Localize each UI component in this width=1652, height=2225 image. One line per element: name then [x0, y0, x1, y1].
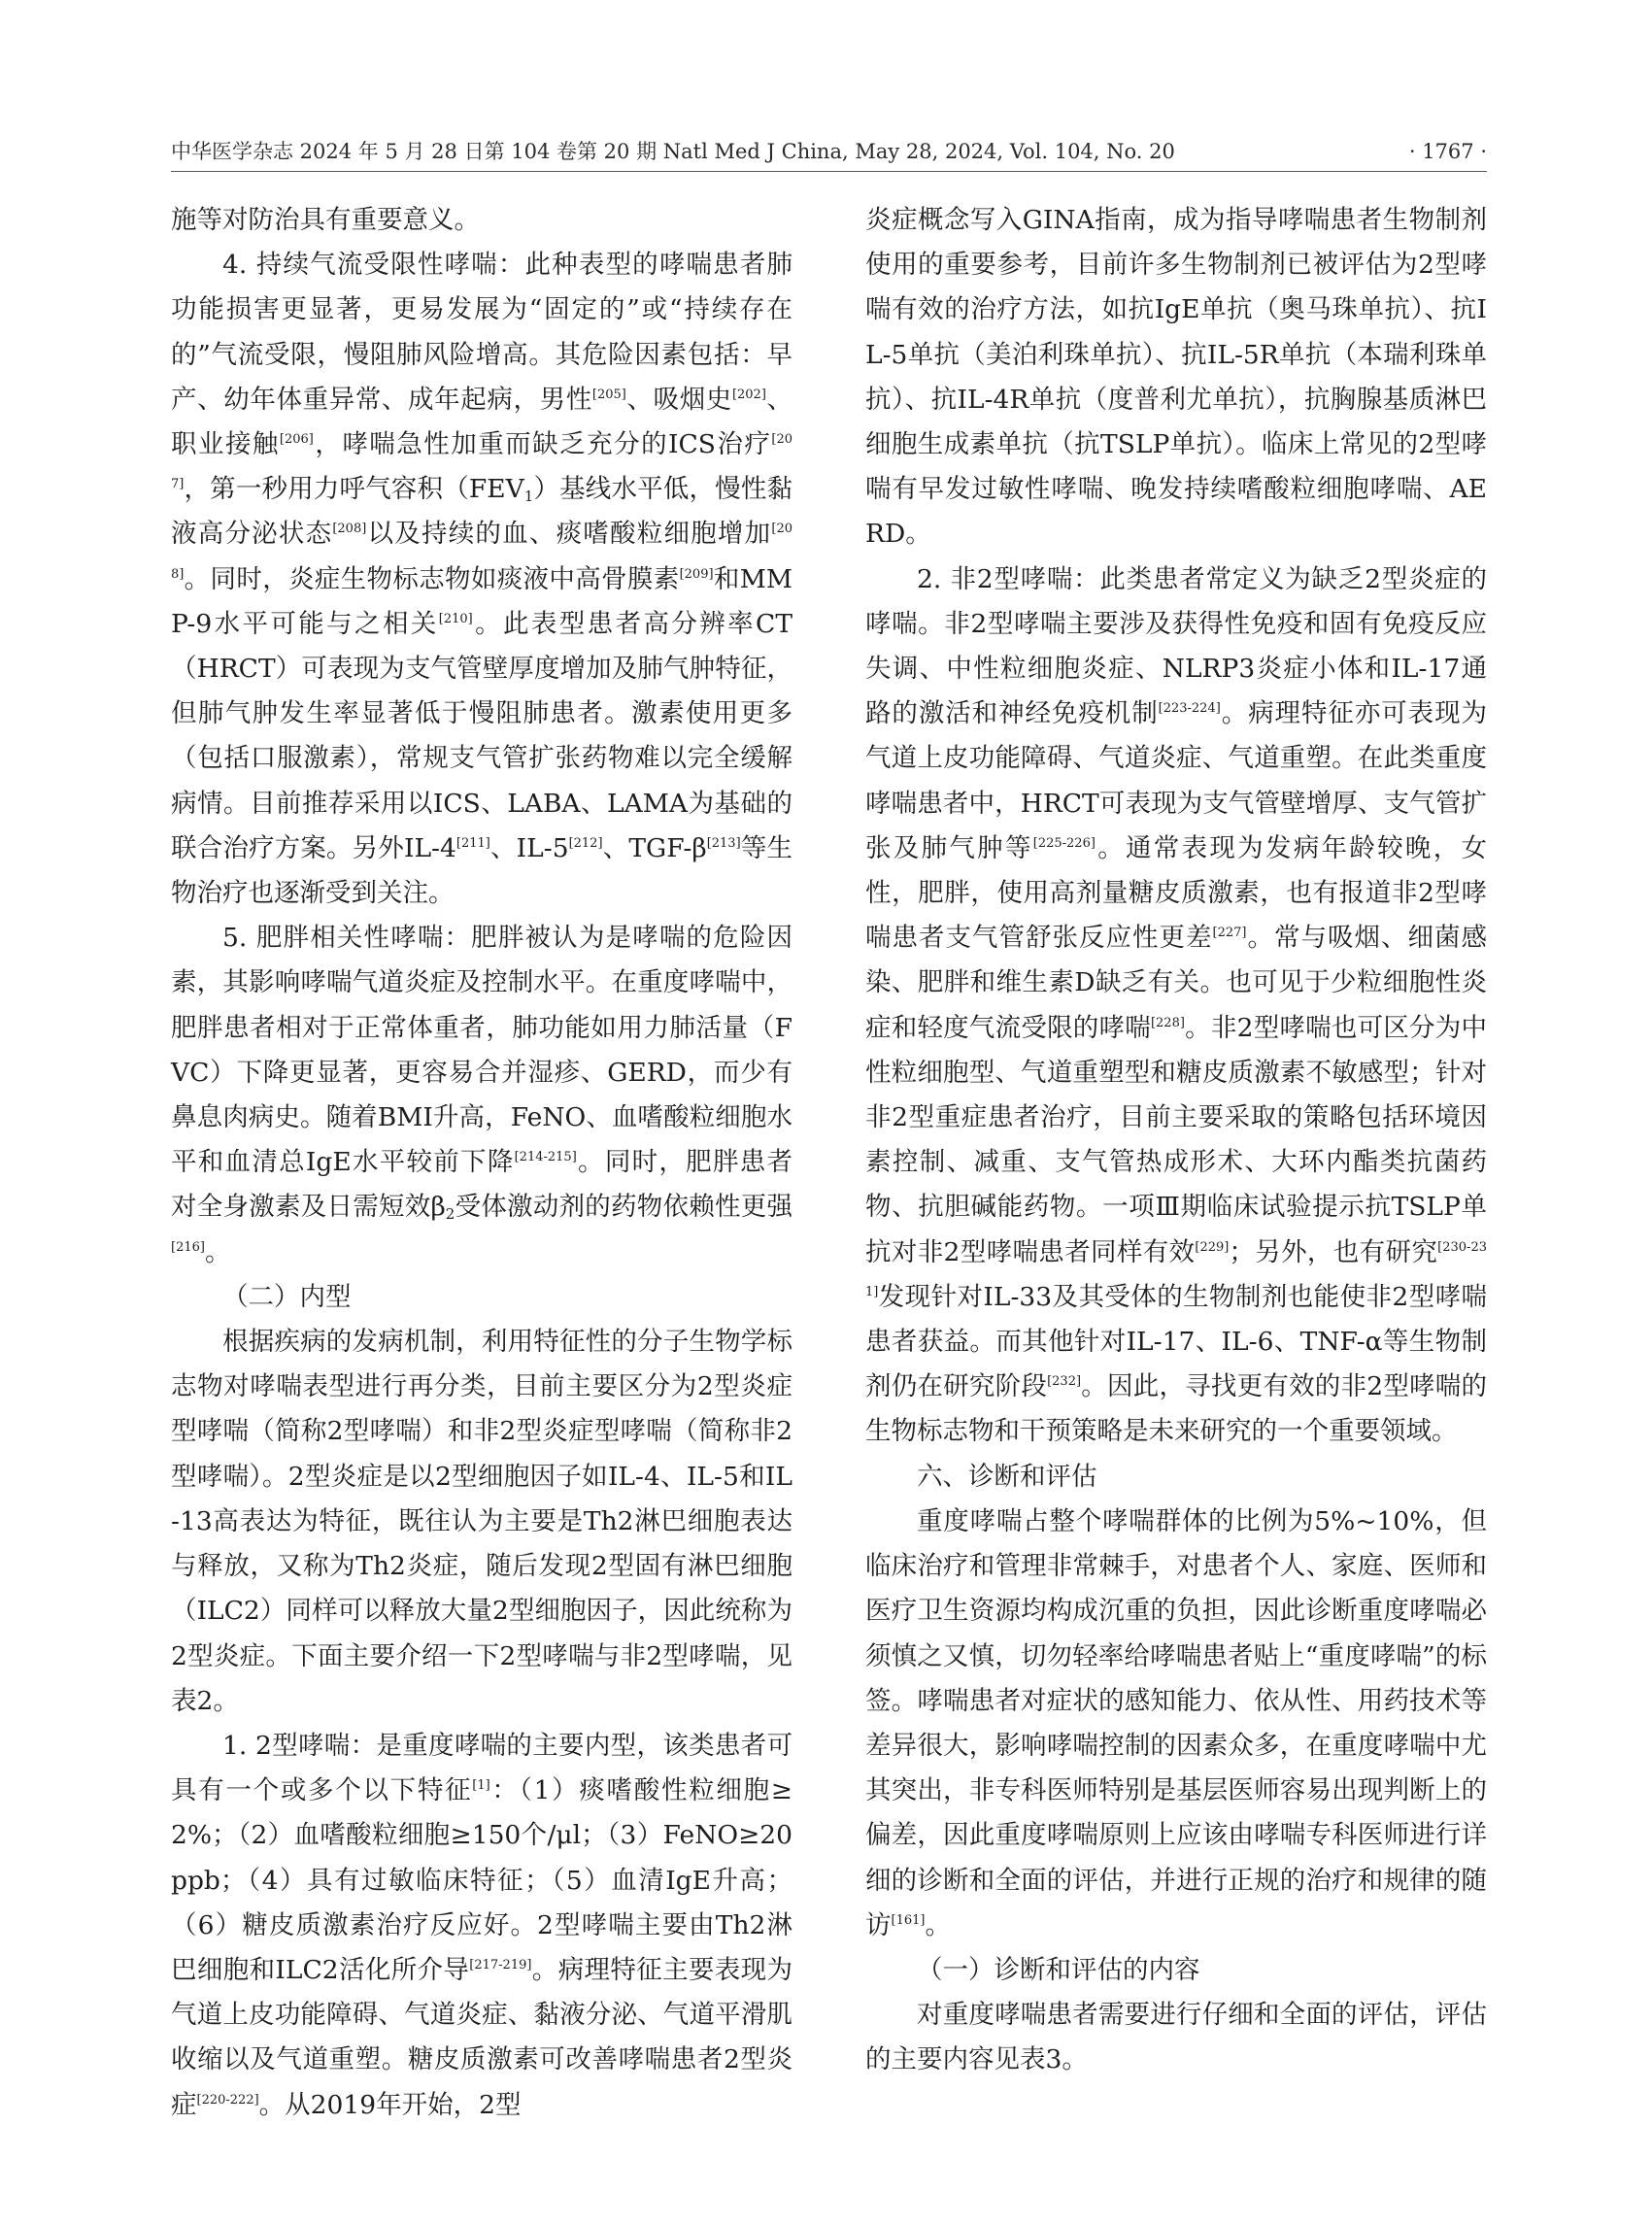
citation: [202]	[731, 387, 766, 402]
citation: [216]	[171, 1239, 205, 1255]
citation: [229]	[1195, 1239, 1230, 1255]
citation: [208]	[332, 522, 367, 537]
running-header	[171, 132, 1487, 171]
subsection-heading-assessment-content: （一）诊断和评估的内容	[917, 1954, 1200, 1985]
paragraph-continuation: 施等对防治具有重要意义。	[171, 205, 480, 235]
paragraph-type2-asthma: 1. 2型哮喘：是重度哮喘的主要内型，该类患者可具有一个或多个以下特征[1]：（1）痰嗜酸性粒细胞≥2%；（2）血嗜酸粒细胞≥150个/μl；（3）FeNO≥20 ppb；（4）具有过敏临床特征；（5）血清IgE升高；（6）糖皮质激素治疗反应好。2型哮喘主要由Th2淋巴细胞和ILC2活化所介导[217-219]。病理特征主要表现为气道上皮功能障碍、气道炎症、黏液分泌、气道平滑肌收缩以及气道重塑。糖皮质激素可改善哮喘患者2型炎症[220-222]。从2019年开始，2型	[171, 1730, 792, 2120]
citation: [210]	[438, 611, 473, 626]
citation: [213]	[706, 835, 741, 851]
citation: [220-222]	[196, 2092, 259, 2107]
citation: [228]	[1150, 1015, 1185, 1030]
section-heading-diagnosis: 六、诊断和评估	[917, 1461, 1097, 1492]
citation: [214-215]	[514, 1150, 577, 1165]
paragraph-continuation-type2: 炎症概念写入GINA指南，成为指导哮喘患者生物制剂使用的重要参考，目前许多生物制剂已被评估为2型哮喘有效的治疗方法，如抗IgE单抗（奥马珠单抗）、抗IL-5单抗（美泊利珠单抗）、抗IL-5R单抗（本瑞利珠单抗）、抗IL-4R单抗（度普利尤单抗），抗胸腺基质淋巴细胞生成素单抗（抗TSLP单抗）。临床上常见的2型哮喘有早发过敏性哮喘、晚发持续嗜酸粒细胞哮喘、AERD。	[865, 205, 1487, 550]
citation: [230-231]	[865, 1239, 1487, 1299]
citation: [1]	[472, 1778, 490, 1794]
paragraph-endotype-intro: 根据疾病的发病机制，利用特征性的分子生物学标志物对哮喘表型进行再分类，目前主要区分为2型炎症型哮喘（简称2型哮喘）和非2型炎症型哮喘（简称非2型哮喘）。2型炎症是以2型细胞因子如IL-4、IL-5和IL-13高表达为特征，既往认为主要是Th2淋巴细胞表达与释放，又称为Th2炎症，随后发现2型固有淋巴细胞（ILC2）同样可以释放大量2型细胞因子，因此统称为2型炎症。下面主要介绍一下2型哮喘与非2型哮喘，见表2。	[171, 1327, 792, 1716]
paragraph-assessment: 对重度哮喘患者需要进行仔细和全面的评估，评估的主要内容见表3。	[865, 2000, 1487, 2075]
paragraph-obesity-asthma: 5. 肥胖相关性哮喘：肥胖被认为是哮喘的危险因素，其影响哮喘气道炎症及控制水平。在重度哮喘中，肥胖患者相对于正常体重者，肺功能如用力肺活量（FVC）下降更显著，更容易合并湿疹、GERD，而少有鼻息肉病史。随着BMI升高，FeNO、血嗜酸粒细胞水平和血清总IgE水平较前下降[214-215]。同时，肥胖患者对全身激素及日需短效$\beta_2$受体激动剂的药物依赖性更强[216]。	[171, 923, 793, 1267]
header-rule	[171, 171, 1487, 172]
section-heading-endotype: （二）内型	[222, 1281, 352, 1312]
citation: [232]	[1047, 1374, 1082, 1390]
citation: [212]	[568, 835, 603, 851]
citation: [223-224]	[1158, 701, 1221, 717]
citation: [211]	[455, 835, 490, 851]
citation: [209]	[679, 566, 714, 582]
citation: [227]	[1212, 926, 1247, 941]
right-column	[865, 198, 1487, 2083]
citation: [206]	[279, 432, 314, 448]
citation: [207]	[171, 432, 792, 492]
citation: [161]	[891, 1912, 926, 1928]
paragraph-diagnosis-intro: 重度哮喘占整个哮喘群体的比例为5%~10%，但临床治疗和管理非常棘手，对患者个人、家庭、医师和医疗卫生资源均构成沉重的负担，因此诊断重度哮喘必须慎之又慎，切勿轻率给哮喘患者贴上“重度哮喘”的标签。哮喘患者对症状的感知能力、依从性、用药技术等差异很大，影响哮喘控制的因素众多，在重度哮喘中尤其突出，非专科医师特别是基层医师容易出现判断上的偏差，因此重度哮喘原则上应该由哮喘专科医师进行详细的诊断和全面的评估，并进行正规的治疗和规律的随访[161]。	[865, 1505, 1487, 1940]
paragraph-non-type2-asthma: 2. 非2型哮喘：此类患者常定义为缺乏2型炎症的哮喘。非2型哮喘主要涉及获得性免疫和固有免疫反应失调、中性粒细胞炎症、NLRP3炎症小体和IL-17通路的激活和神经免疫机制[223-224]。病理特征亦可表现为气道上皮功能障碍、气道炎症、气道重塑。在此类重度哮喘患者中，HRCT可表现为支气管壁增厚、支气管扩张及肺气肿等[225-226]。通常表现为发病年龄较晚，女性，肥胖，使用高剂量糖皮质激素，也有报道非2型哮喘患者支气管舒张反应性更差[227]。常与吸烟、细菌感染、肥胖和维生素D缺乏有关。也可见于少粒细胞性炎症和轻度气流受限的哮喘[228]。非2型哮喘也可区分为中性粒细胞型、气道重塑型和糖皮质激素不敏感型；针对非2型重症患者治疗，目前主要采取的策略包括环境因素控制、减重、支气管热成形术、大环内酯类抗菌药物、抗胆碱能药物。一项Ⅲ期临床试验提示抗TSLP单抗对非2型哮喘患者同样有效[229]；另外，也有研究[230-231]发现针对IL-33及其受体的生物制剂也能使非2型哮喘患者获益。而其他针对IL-17、IL-6、TNF-α等生物制剂仍在研究阶段[232]。因此，寻找更有效的非2型哮喘的生物标志物和干预策略是未来研究的一个重要领域。	[865, 563, 1488, 1447]
citation: [205]	[591, 387, 626, 402]
journal-citation: 中华医学杂志 2024 年 5 月 28 日第 104 卷第 20 期 Natl Med J China, May 28, 2024, Vol. 104, No. 20	[171, 140, 1175, 163]
citation: [208]	[171, 522, 793, 582]
left-column	[171, 198, 792, 2128]
citation: [217-219]	[469, 1957, 532, 1972]
citation: [225-226]	[1032, 835, 1096, 851]
paragraph-persistent-airflow-limitation: 4. 持续气流受限性哮喘：此种表型的哮喘患者肺功能损害更显著，更易发展为“固定的”或“持续存在的”气流受限，慢阻肺风险增高。其危险因素包括：早产、幼年体重异常、成年起病，男性[205]、吸烟史[202]、职业接触[206]，哮喘急性加重而缺乏充分的ICS治疗[207]，第一秒用力呼气容积$(FEV_1)$基线水平低，慢性黏液高分泌状态[208]以及持续的血、痰嗜酸粒细胞增加[208]。同时，炎症生物标志物如痰液中高骨膜素[209]和MMP-9水平可能与之相关[210]。此表型患者高分辨率CT（HRCT）可表现为支气管壁厚度增加及肺气肿特征，但肺气肿发生率显著低于慢阻肺患者。激素使用更多（包括口服激素），常规支气管扩张药物难以完全缓解病情。目前推荐采用以ICS、LABA、LAMA为基础的联合治疗方案。另外IL-4[211]、IL-5[212]、TGF-β[213]等生物治疗也逐渐受到关注。	[171, 250, 793, 909]
page-number: · 1767 ·	[1408, 140, 1487, 163]
